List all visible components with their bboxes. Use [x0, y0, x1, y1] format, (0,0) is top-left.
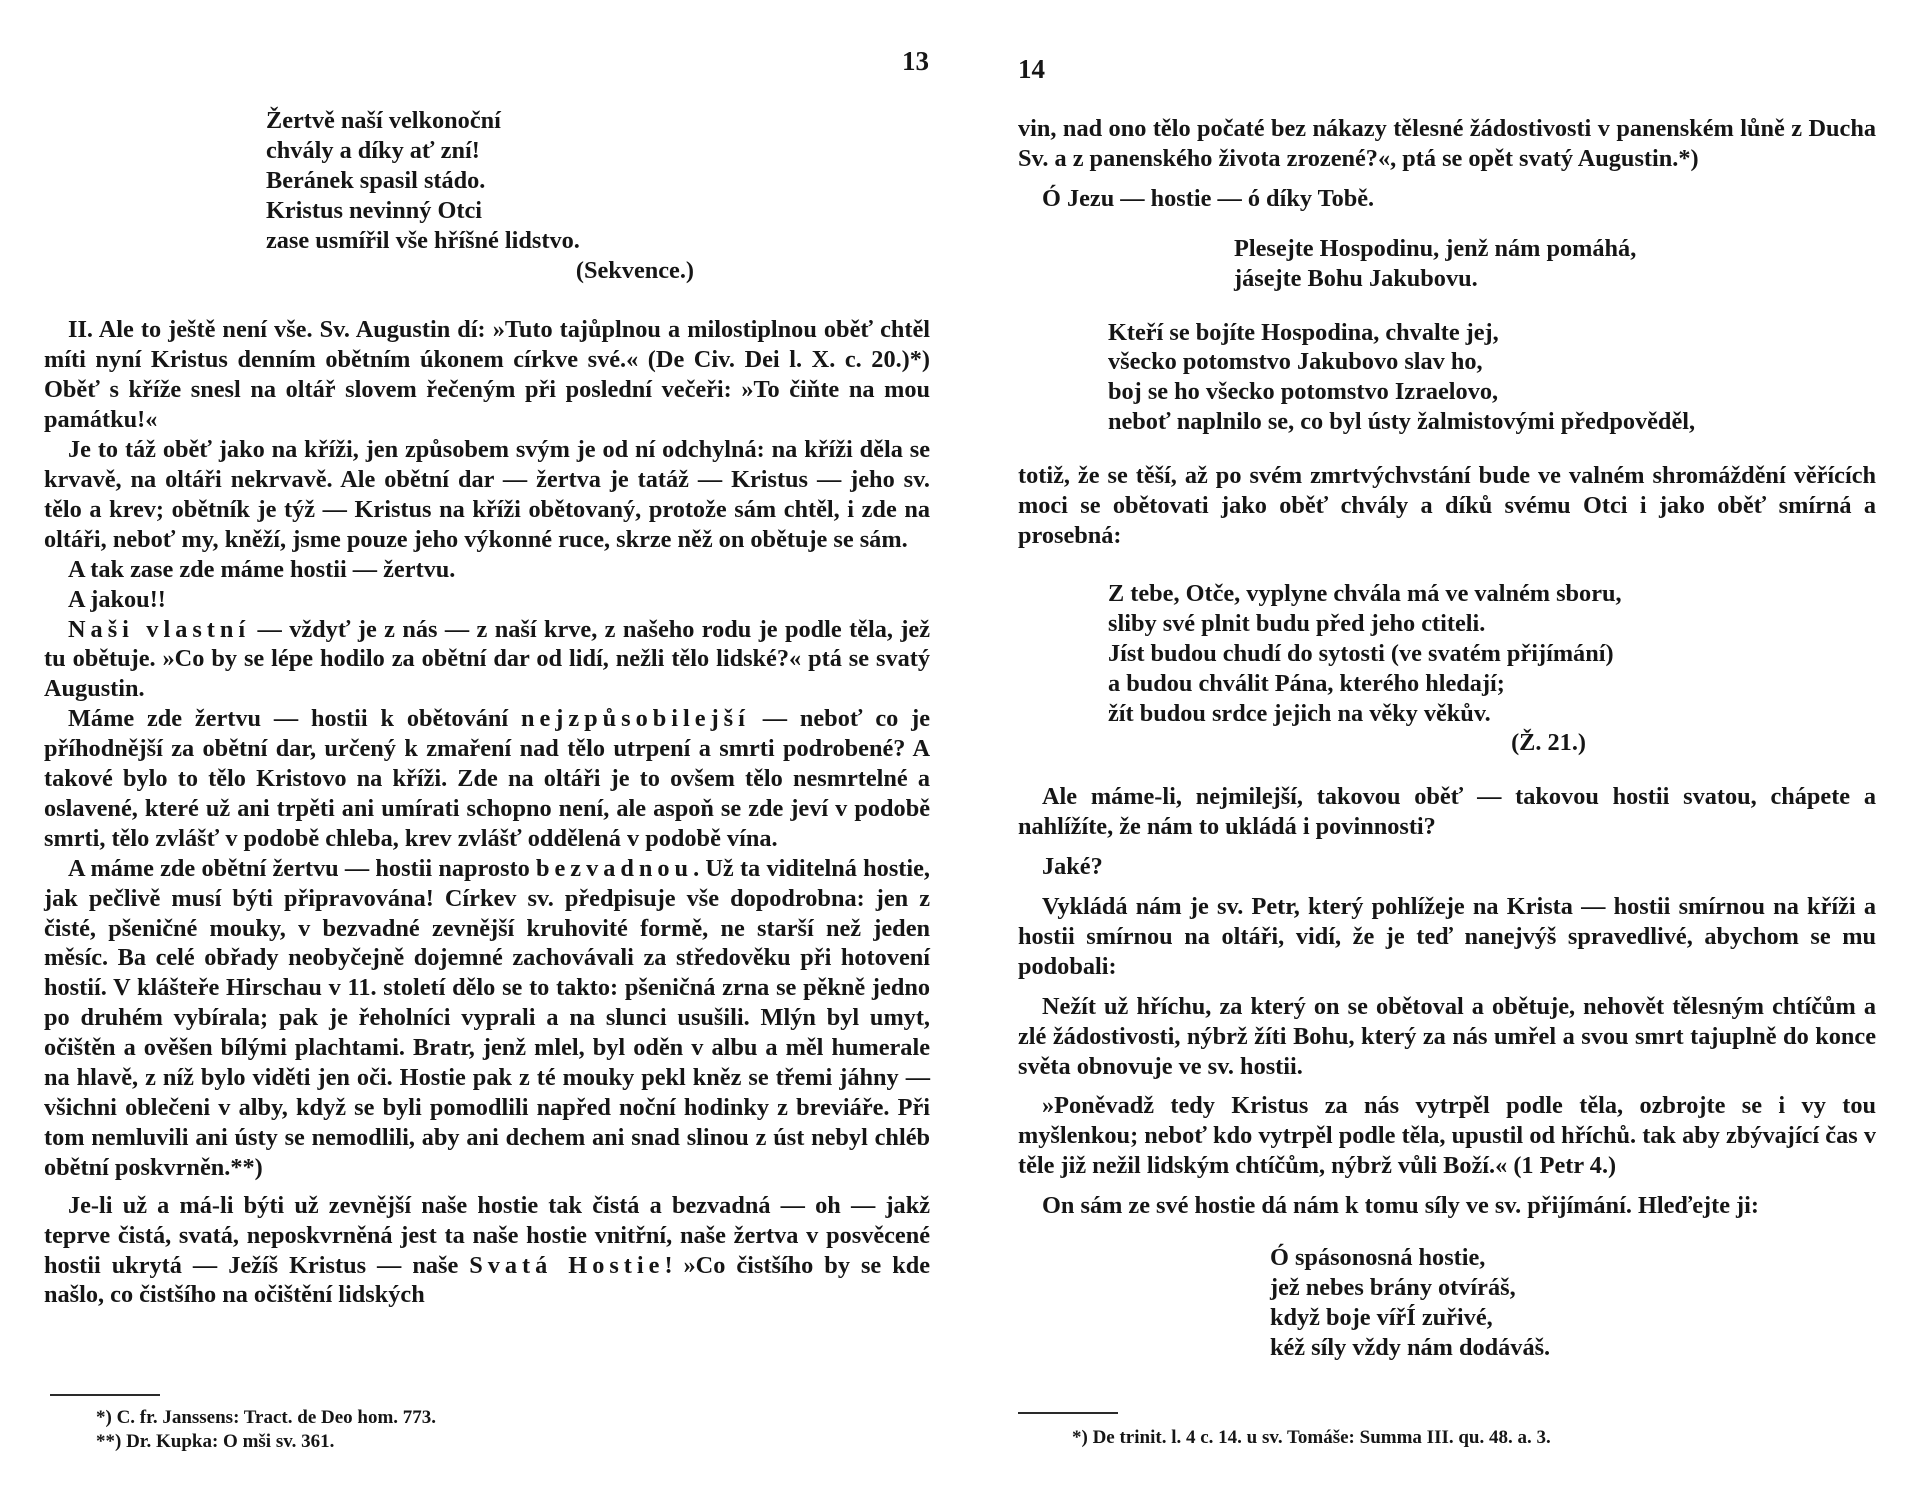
sequence-verse [266, 106, 930, 285]
verse-line: Kristus nevinný Otci [266, 196, 482, 224]
paragraph: Vykládá nám je sv. Petr, který pohlížeje na Krista — hostii smírnou na kříži a hostii smírnou na oltáři, vidí, že je teď nanejvýš spravedlivé, abychom se mu podobali: [1018, 893, 1876, 980]
right-page [964, 0, 1928, 1500]
paragraph [44, 1191, 930, 1311]
verse-line: Jíst budou chudí do sytosti (ve svatém přijímání) [1108, 639, 1614, 667]
verse-line: kéž síly vždy nám dodáváš. [1270, 1333, 1551, 1361]
verse-line: Žertvě naší velkonoční [266, 107, 501, 134]
paragraph: »Poněvadž tedy Kristus za nás vytrpěl podle těla, ozbrojte se i vy tou myšlenkou; neboť kdo vytrpěl podle těla, upustil od hříchů. tak aby zbývající čas v těle již nežil lidským chtíčům, nýbrž vůli Boží.« (1 Petr 4.) [1018, 1092, 1876, 1180]
paragraph-text: — vždyť je z nás — z naší krve, z našeho rodu je podle těla, jež tu obětuje. »Co by se lépe hodilo za obětní dar od lidí, nežli tělo lidské?« ptá se svatý Augustin. [44, 615, 930, 703]
verse-line: a budou chválit Pána, kterého hledají; [1108, 669, 1505, 697]
footnote-rule [50, 1394, 160, 1396]
paragraph-text: — neboť co je příhodnější za obětní dar, určený k zmaření nad tělo utrpení a smrti podrobené? A takové bylo to tělo Kristovo na kříži. Zde na oltáři je to ovšem tělo nesmrtelné a oslavené, které už ani trpěti ani umírati schopno není, ale aspoň se zde jeví v podobě smrti, tělo zvlášť v podobě chleba, krev zvlášť oddělená v podobě vína. [44, 705, 930, 852]
paragraph [44, 854, 930, 1183]
footnotes [1072, 1426, 1551, 1450]
paragraph [44, 615, 930, 705]
paragraph: Nežít už hříchu, za který on se obětoval a obětuje, nehovět tělesným chtíčům a zlé žádostivosti, nýbrž žíti Bohu, který za nás umřel a svou smrt tajuplně do konce světa obnovuje ve sv. hostii. [1018, 992, 1876, 1080]
verse-line: Beránek spasil stádo. [266, 166, 486, 194]
psalm-verse [1108, 579, 1876, 758]
spaced-emphasis: Svatá Hostie [469, 1251, 665, 1279]
spaced-emphasis: bezvadnou [535, 854, 694, 882]
psalm-verse [1234, 234, 1876, 294]
footnote: *) De trinit. l. 4 c. 14. u sv. Tomáše: Summa III. qu. 48. a. 3. [1072, 1427, 1551, 1448]
verse-line: Plesejte Hospodinu, jenž nám pomáhá, [1234, 234, 1637, 262]
right-page-body [1018, 114, 1876, 1363]
verse-line: neboť naplnilo se, co byl ústy žalmistovými předpověděl, [1108, 408, 1696, 436]
hymn-verse [1270, 1243, 1876, 1363]
left-page-body [44, 106, 930, 1310]
verse-line: boj se ho všecko potomstvo Izraelovo, [1108, 378, 1499, 406]
footnotes [96, 1406, 436, 1454]
paragraph: A jakou!! [68, 585, 166, 613]
paragraph: totiž, že se těší, až po svém zmrtvýchvstání bude ve valném shromáždění věřících moci se obětovati jako oběť chvály a díků svému Otci i jako oběť smírná a prosebná: [1018, 462, 1876, 549]
paragraph-text: ! »Co čistšího by se kde našlo, co čistšího na očištění lidských [44, 1251, 931, 1309]
verse-line: jásejte Bohu Jakubovu. [1234, 264, 1478, 292]
footnote: **) Dr. Kupka: O mši sv. 361. [96, 1431, 335, 1452]
verse-line: chvály a díky ať zní! [266, 136, 480, 164]
verse-source: (Ž. 21.) [1511, 729, 1586, 757]
page-number: 14 [1018, 54, 1045, 84]
verse-line: všecko potomstvo Jakubovo slav ho, [1108, 348, 1483, 376]
page-number: 13 [902, 46, 929, 76]
paragraph-text: Máme zde žertvu — hostii k obětování [68, 705, 521, 733]
paragraph-text: A máme zde obětní žertvu — hostii naprosto [68, 854, 536, 882]
paragraph: A tak zase zde máme hostii — žertvu. [68, 555, 456, 583]
verse-line: sliby své plnit budu před jeho ctiteli. [1108, 609, 1486, 637]
verse-line: zase usmířil vše hříšné lidstvo. [266, 226, 580, 254]
psalm-verse [1108, 318, 1876, 438]
verse-line: žít budou srdce jejich na věky věkův. [1108, 699, 1491, 727]
verse-line: Ó spásonosná hostie, [1270, 1244, 1486, 1272]
spaced-emphasis: Naši vlastní [68, 615, 251, 643]
paragraph: vin, nad ono tělo počaté bez nákazy tělesné žádostivosti v panenském lůně z Ducha Sv. a z panenského života zrozené?«, ptá se opět svatý Augustin.*) [1018, 115, 1876, 172]
paragraph: II. Ale to ještě není vše. Sv. Augustin dí: »Tuto tajůplnou a milostiplnou oběť chtěl míti nyní Kristus denním obětním úkonem církve své.« (De Civ. Dei l. X. c. 20.)*) Oběť s kříže snesl na oltář slovem řečeným při poslední večeři: »To čiňte na mou památku!« [44, 316, 930, 434]
paragraph: Ó Jezu — hostie — ó díky Tobě. [1042, 184, 1375, 212]
verse-line: když boje vířÍ zuřivé, [1270, 1303, 1493, 1331]
spacer [44, 285, 930, 315]
verse-line: jež nebes brány otvíráš, [1270, 1274, 1516, 1301]
paragraph: On sám ze své hostie dá nám k tomu síly ve sv. přijímání. Hleďejte ji: [1042, 1192, 1759, 1220]
verse-line: Z tebe, Otče, vyplyne chvála má ve valném sboru, [1108, 579, 1622, 607]
paragraph: Ale máme-li, nejmilejší, takovou oběť — takovou hostii svatou, chápete a nahlížíte, že nám to ukládá i povinnosti? [1018, 783, 1876, 841]
footnote-rule [1018, 1412, 1118, 1414]
paragraph-text: . Už ta viditelná hostie, jak pečlivě musí býti připravována! Církev sv. předpisuje vše dopodrobna: jen z čisté, pšeničné mouky, v bezvadné zevnější kruhovité formě, ne starší než jeden měsíc. Ba celé obřady neobyčejně dojemné zachovávali za středověku při hotovení hostií. V klášteře Hirschau v 11. století dělo se to takto: pšeničná zrna se pěkně jedno po druhém vybírala; pak je řeholníci vyprali a na slunci usušili. Mlýn byl umyt, očištěn a ověšen bílými plachtami. Bratr, jenž mlel, byl oděn v albu a měl humerale na hlavě, z níž bylo viděti jen oči. Hostie pak z té mouky pekl kněz se třemi jáhny — všichni oblečeni v alby, když se byli pomodlili napřed noční hodinky z breviáře. Při tom nemluvili ani ústy se nemodlili, aby ani dechem ani snad slinou z úst nebyl chléb obětní poskvrněn.**) [44, 854, 930, 1181]
paragraph [44, 704, 930, 854]
spaced-emphasis: nejzpůsobilejší [520, 705, 750, 733]
paragraph: Je to táž oběť jako na kříži, jen způsobem svým je od ní odchylná: na kříži děla se krvavě, na oltáři nekrvavě. Ale obětní dar — žertva je tatáž — Kristus — jeho sv. tělo a krev; obětník je týž — Kristus na kříži obětovaný, protože sám chtěl, i zde na oltáři, neboť my, kněží, jsme pouze jeho výkonné ruce, skrze něž on obětuje se sám. [44, 436, 930, 553]
verse-line: Kteří se bojíte Hospodina, chvalte jej, [1108, 318, 1499, 346]
paragraph: Jaké? [1042, 853, 1103, 881]
verse-source: (Sekvence.) [575, 256, 694, 284]
paragraph-text: Je-li už a má-li býti už zevnější naše hostie tak čistá a bezvadná — oh — jakž teprve čistá, svatá, neposkvrněná jest ta naše hostie vnitřní, naše žertva v posvěcené hostii ukrytá — Ježíš Kristus — naše [44, 1191, 930, 1279]
footnote: *) C. fr. Janssens: Tract. de Deo hom. 773. [96, 1407, 437, 1428]
